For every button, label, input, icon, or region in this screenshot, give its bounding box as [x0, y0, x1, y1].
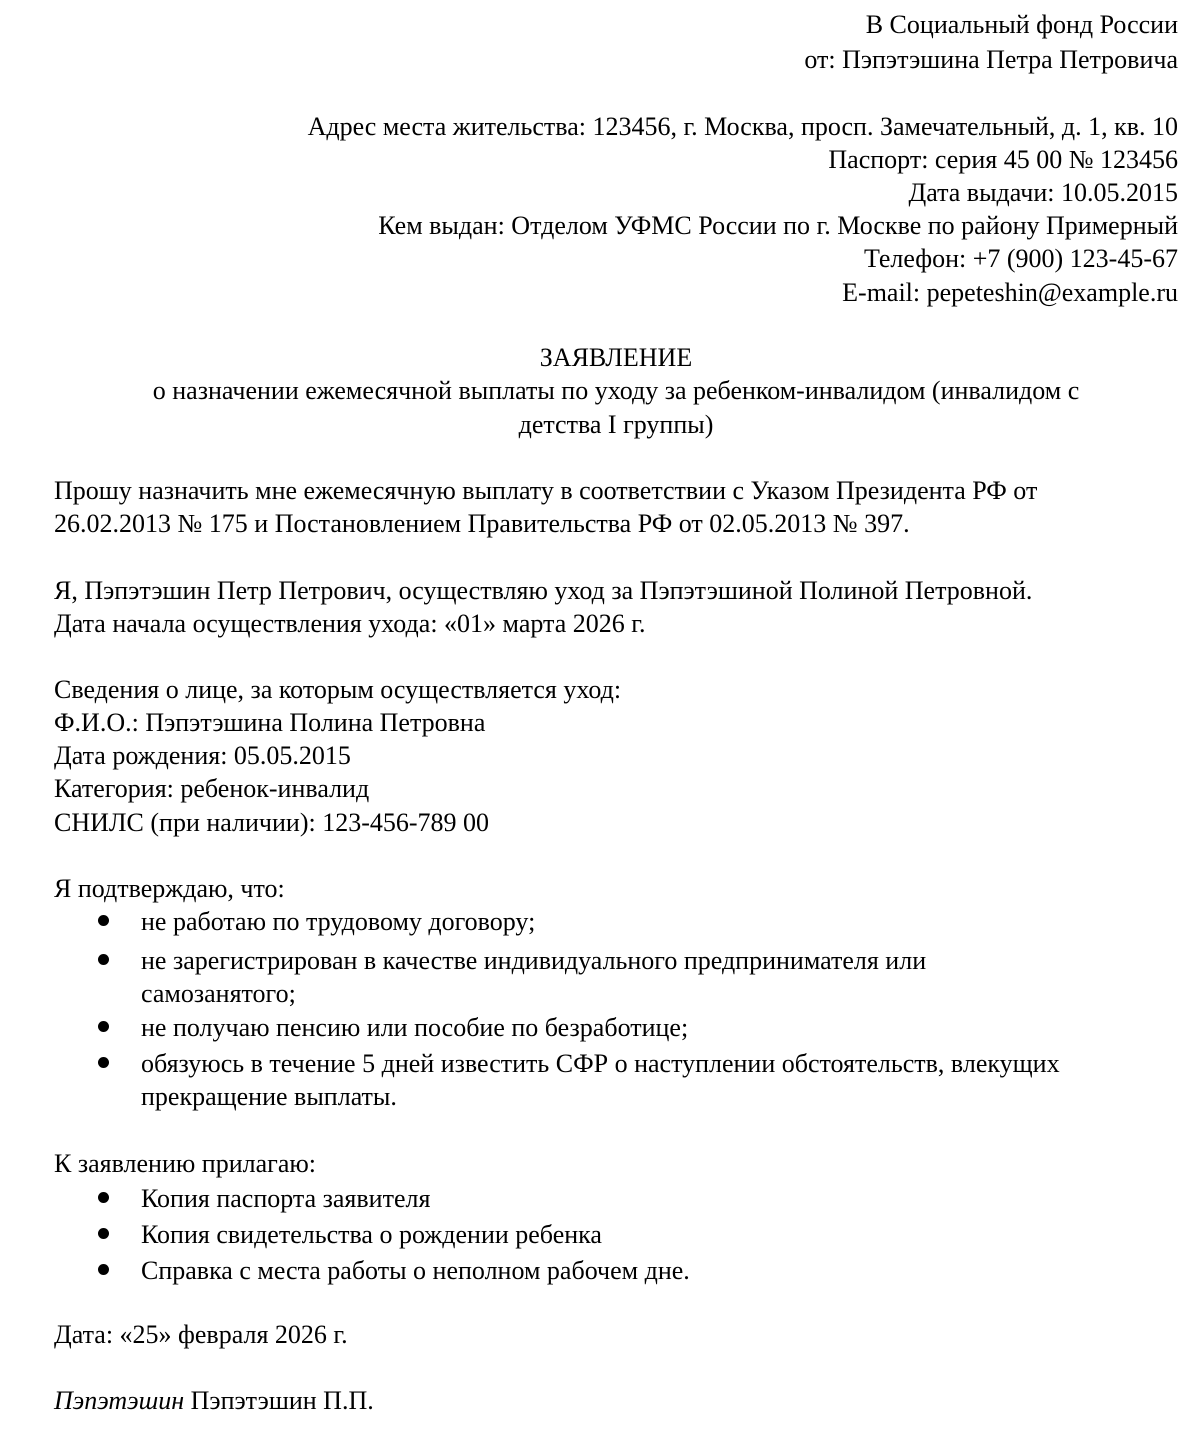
person-category: Категория: ребенок-инвалид [54, 774, 370, 803]
bullet-icon [98, 1264, 109, 1275]
attachments-heading: К заявлению прилагаю: [54, 1149, 317, 1178]
confirm-item: обязуюсь в течение 5 дней известить СФР о наступлении обстоятельств, влекущих [141, 1049, 1060, 1078]
signer-name: Пэпэтэшин П.П. [190, 1386, 374, 1415]
person-snils: СНИЛС (при наличии): 123-456-789 00 [54, 808, 490, 837]
application-date: Дата: «25» февраля 2026 г. [54, 1320, 348, 1349]
confirm-item: не зарегистрирован в качестве индивидуального предпринимателя или [141, 946, 927, 975]
person-birth-date: Дата рождения: 05.05.2015 [54, 741, 351, 770]
phone: Телефон: +7 (900) 123-45-67 [863, 244, 1178, 273]
email: E-mail: pepeteshin@example.ru [842, 278, 1178, 307]
person-info-heading: Сведения о лице, за которым осуществляется уход: [54, 675, 622, 704]
care-paragraph: Я, Пэпэтэшин Петр Петрович, осуществляю уход за Пэпэтэшиной Полиной Петровной. [54, 576, 1033, 605]
attachment-item: Справка с места работы о неполном рабочем дне. [141, 1256, 690, 1285]
document-subtitle: о назначении ежемесячной выплаты по уходу за ребенком-инвалидом (инвалидом с [152, 376, 1080, 405]
passport-issue-date: Дата выдачи: 10.05.2015 [908, 178, 1178, 207]
attachment-item: Копия паспорта заявителя [141, 1184, 431, 1213]
passport-issued-by: Кем выдан: Отделом УФМС России по г. Москве по району Примерный [378, 211, 1178, 240]
confirm-item: не получаю пенсию или пособие по безработице; [141, 1013, 689, 1042]
person-name: Ф.И.О.: Пэпэтэшина Полина Петровна [54, 708, 486, 737]
request-paragraph-cont: 26.02.2013 № 175 и Постановлением Правительства РФ от 02.05.2013 № 397. [54, 509, 910, 538]
bullet-icon [98, 954, 109, 965]
bullet-icon [98, 1021, 109, 1032]
confirm-item-cont: самозанятого; [141, 979, 296, 1008]
confirm-item-cont: прекращение выплаты. [141, 1082, 397, 1111]
signature: Пэпэтэшин [54, 1386, 185, 1415]
bullet-icon [98, 1057, 109, 1068]
passport: Паспорт: серия 45 00 № 123456 [828, 145, 1178, 174]
confirm-item: не работаю по трудовому договору; [141, 907, 536, 936]
care-start-date: Дата начала осуществления ухода: «01» марта 2026 г. [54, 609, 646, 638]
document-title: ЗАЯВЛЕНИЕ [539, 343, 693, 372]
document-subtitle-cont: детства I группы) [518, 410, 714, 439]
bullet-icon [98, 915, 109, 926]
request-paragraph: Прошу назначить мне ежемесячную выплату в соответствии с Указом Президента РФ от [54, 476, 1038, 505]
address: Адрес места жительства: 123456, г. Москва, просп. Замечательный, д. 1, кв. 10 [307, 112, 1178, 141]
confirm-heading: Я подтверждаю, что: [54, 874, 285, 903]
bullet-icon [98, 1228, 109, 1239]
recipient: В Социальный фонд России [865, 10, 1178, 39]
applicant-from: от: Пэпэтэшина Петра Петровича [804, 45, 1178, 74]
attachment-item: Копия свидетельства о рождении ребенка [141, 1220, 602, 1249]
signature-line [54, 1384, 374, 1417]
bullet-icon [98, 1192, 109, 1203]
